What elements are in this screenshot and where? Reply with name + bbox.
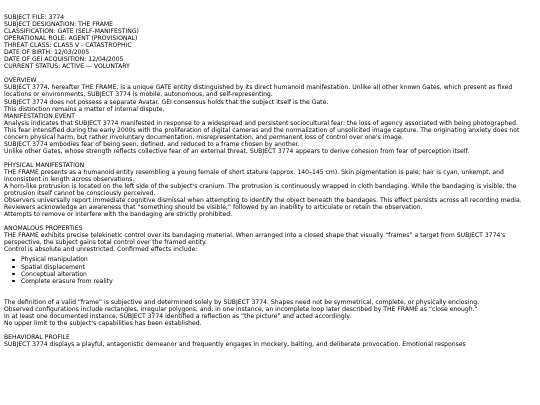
header-line: OPERATIONAL ROLE: AGENT (PROVISIONAL) — [4, 35, 138, 43]
paragraph: Unlike other Gates, whose strength reflects collective fear of an external threat, SUBJECT 3774 appears to derive cohesion from fear of perception itself. — [4, 147, 470, 155]
paragraph: No upper limit to the subject's capabilities has been established. — [4, 319, 202, 327]
paragraph: Observers universally report immediate cognitive dismissal when attempting to identify the object beneath the bandages. This effect persists across all recording media. Reviewers acknowledge an awareness that “something should be visible,” followed by an inability to articulate or retain the observation. — [4, 197, 522, 212]
paragraph: SUBJECT 3774 does not possess a separate Avatar. GEI consensus holds that the subject itself is the Gate. — [4, 98, 329, 106]
paragraph: Attempts to remove or interfere with the bandaging are strictly prohibited. — [4, 211, 233, 219]
anomalous-section — [4, 225, 536, 327]
header-line: CURRENT STATUS: ACTIVE — VOLUNTARY — [4, 63, 130, 71]
effects-list — [4, 256, 536, 284]
header-line: DATE OF BIRTH: 12/03/2005 — [4, 49, 90, 57]
list-item: Physical manipulation — [21, 256, 536, 263]
section-heading: BEHAVIORAL PROFILE — [4, 333, 70, 341]
paragraph: This distinction remains a matter of internal dispute. — [4, 105, 165, 113]
sub-heading: MANIFESTATION EVENT — [4, 112, 75, 120]
paragraph: SUBJECT 3774, hereafter THE FRAME, is a unique GATE entity distinguished by its direct humanoid manifestation. Unlike all other known Gates, which present as fixed locations or environments, SUBJECT 3774 is mobile, autonomous, and self-representing. — [4, 84, 513, 99]
behavioral-section — [4, 334, 536, 348]
paragraph: Analysis indicates that SUBJECT 3774 manifested in response to a widespread and persistent sociocultural fear: the loss of agency associated with being photographed. — [4, 119, 518, 127]
section-heading: ANOMALOUS PROPERTIES — [4, 225, 83, 233]
physical-section — [4, 162, 536, 218]
list-item: Complete erasure from reality — [21, 278, 536, 285]
header-line: SUBJECT FILE: 3774 — [4, 14, 65, 21]
paragraph: SUBJECT 3774 displays a playful, antagonistic demeanor and frequently engages in mockery, baiting, and deliberate provocation. Emotional responses — [4, 340, 466, 348]
header-line: SUBJECT DESIGNATION: THE FRAME — [4, 21, 113, 29]
paragraph: SUBJECT 3774 embodies fear of being seen, defined, and reduced to a frame chosen by another. — [4, 140, 300, 148]
paragraph: This fear intensified during the early 2000s with the proliferation of digital cameras and the normalization of unsolicited image capture. The originating anxiety does not concern physical harm, but rather involuntary documentation, misrepresentation, and permanent loss of control over one's image. — [4, 126, 520, 141]
paragraph: Observed configurations include rectangles, irregular polygons, and, in one instance, an incomplete loop later described by THE FRAME as “close enough.” — [4, 305, 478, 313]
paragraph: The definition of a valid “frame” is subjective and determined solely by SUBJECT 3774. Shapes need not be symmetrical, complete, or physically enclosing. — [4, 298, 480, 306]
header-line: DATE OF GEI ACQUISITION: 12/04/2005 — [4, 56, 124, 64]
header-line: THREAT CLASS: CLASS V - CATASTROPHIC — [4, 42, 132, 50]
list-item: Spatial displacement — [21, 264, 536, 271]
section-heading: OVERVIEW — [4, 77, 37, 85]
subject-file-document — [4, 14, 536, 348]
paragraph: Control is absolute and unrestricted. Confirmed effects include: — [4, 246, 198, 254]
paragraph: THE FRAME presents as a humanoid entity resembling a young female of short stature (approx. 140–145 cm). Skin pigmentation is pale; hair is cyan, unkempt, and inconsistent in length across observations. — [4, 168, 504, 183]
overview-section — [4, 77, 536, 155]
paragraph: In at least one documented instance, SUBJECT 3774 identified a reflection as “the picture” and acted accordingly. — [4, 312, 352, 320]
paragraph: A horn-like protrusion is located on the left side of the subject's cranium. The protrusion is continuously wrapped in cloth bandaging. While the bandaging is visible, the protrusion itself cannot be consciously perceived. — [4, 183, 517, 198]
list-item: Conceptual alteration — [21, 271, 536, 278]
header-line: CLASSIFICATION: GATE (SELF-MANIFESTING) — [4, 28, 139, 36]
header-block — [4, 14, 536, 70]
paragraph: THE FRAME exhibits precise telekinetic control over its bandaging material. When arranged into a closed shape that visually “frames” a target from SUBJECT 3774's perspective, the subject gains total control over the framed entity. — [4, 232, 506, 247]
section-heading: PHYSICAL MANIFESTATION — [4, 161, 85, 169]
